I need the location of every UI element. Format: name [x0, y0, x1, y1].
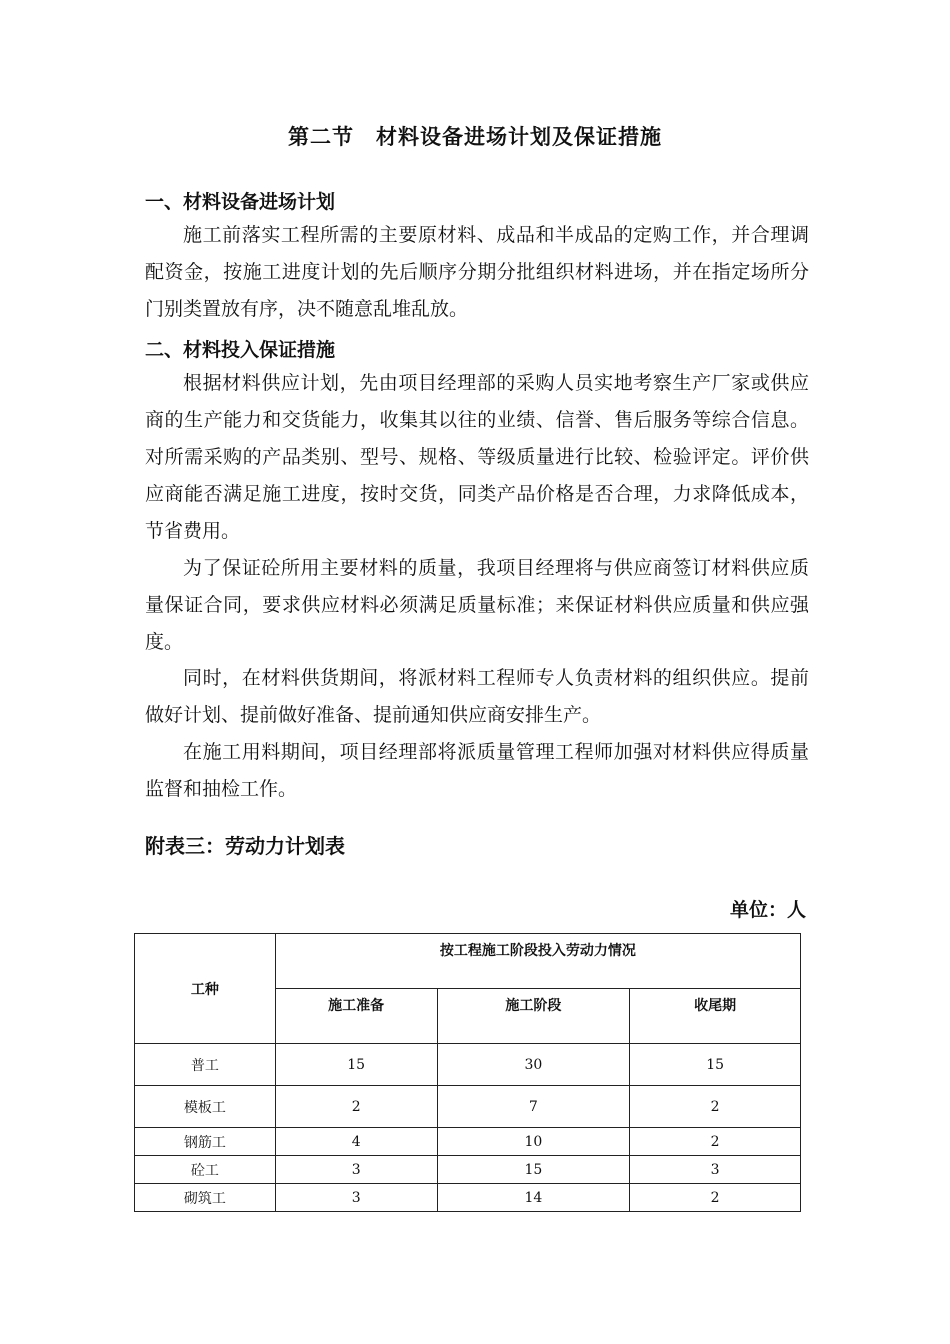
- paragraph: 施工前落实工程所需的主要原材料、成品和半成品的定购工作，并合理调配资金，按施工进度计划的先后顺序分期分批组织材料进场，并在指定场所分门别类置放有序，决不随意乱堆乱放。: [145, 224, 809, 320]
- cell-value: 2: [630, 1184, 801, 1212]
- cell-value: 30: [437, 1044, 630, 1086]
- cell-value: 4: [275, 1128, 437, 1156]
- header-closing: 收尾期: [630, 989, 801, 1044]
- cell-value: 14: [437, 1184, 630, 1212]
- cell-work-type: 砼工: [135, 1156, 276, 1184]
- header-work-type: 工种: [135, 934, 276, 1044]
- cell-value: 15: [275, 1044, 437, 1086]
- cell-work-type: 砌筑工: [135, 1184, 276, 1212]
- cell-value: 3: [275, 1156, 437, 1184]
- cell-work-type: 模板工: [135, 1086, 276, 1128]
- table-row: [135, 1128, 801, 1156]
- section-heading-measures: 二、材料投入保证措施: [145, 339, 336, 361]
- cell-value: 15: [437, 1156, 630, 1184]
- table-row: [135, 1044, 801, 1086]
- paragraph: 在施工用料期间，项目经理部将派质量管理工程师加强对材料供应得质量监督和抽检工作。: [145, 741, 809, 800]
- cell-value: 2: [275, 1086, 437, 1128]
- section-heading-plan: 一、材料设备进场计划: [145, 191, 336, 213]
- header-prep: 施工准备: [275, 989, 437, 1044]
- paragraph: 同时，在材料供货期间，将派材料工程师专人负责材料的组织供应。提前做好计划、提前做好准备、提前通知供应商安排生产。: [145, 667, 809, 726]
- cell-value: 15: [630, 1044, 801, 1086]
- table-row: [135, 1184, 801, 1212]
- header-construction: 施工阶段: [437, 989, 630, 1044]
- paragraph: 根据材料供应计划，先由项目经理部的采购人员实地考察生产厂家或供应商的生产能力和交货能力，收集其以往的业绩、信誉、售后服务等综合信息。对所需采购的产品类别、型号、规格、等级质量进行比较、检验评定。评价供应商能否满足施工进度，按时交货，同类产品价格是否合理，力求降低成本，节省费用。: [145, 372, 809, 542]
- cell-value: 10: [437, 1128, 630, 1156]
- paragraph: 为了保证砼所用主要材料的质量，我项目经理将与供应商签订材料供应质量保证合同，要求供应材料必须满足质量标准；来保证材料供应质量和供应强度。: [145, 557, 809, 653]
- table-row: [135, 1156, 801, 1184]
- header-stage-group: 按工程施工阶段投入劳动力情况: [275, 934, 800, 989]
- cell-value: 3: [275, 1184, 437, 1212]
- labor-plan-table: [134, 933, 801, 1212]
- cell-value: 2: [630, 1086, 801, 1128]
- cell-work-type: 钢筋工: [135, 1128, 276, 1156]
- table-row: [135, 1086, 801, 1128]
- unit-label: 单位：人: [729, 899, 806, 921]
- cell-value: 3: [630, 1156, 801, 1184]
- cell-work-type: 普工: [135, 1044, 276, 1086]
- page-title: 第二节 材料设备进场计划及保证措施: [288, 125, 662, 149]
- table-header-row: [135, 934, 801, 989]
- appendix-title: 附表三：劳动力计划表: [145, 834, 345, 858]
- cell-value: 7: [437, 1086, 630, 1128]
- cell-value: 2: [630, 1128, 801, 1156]
